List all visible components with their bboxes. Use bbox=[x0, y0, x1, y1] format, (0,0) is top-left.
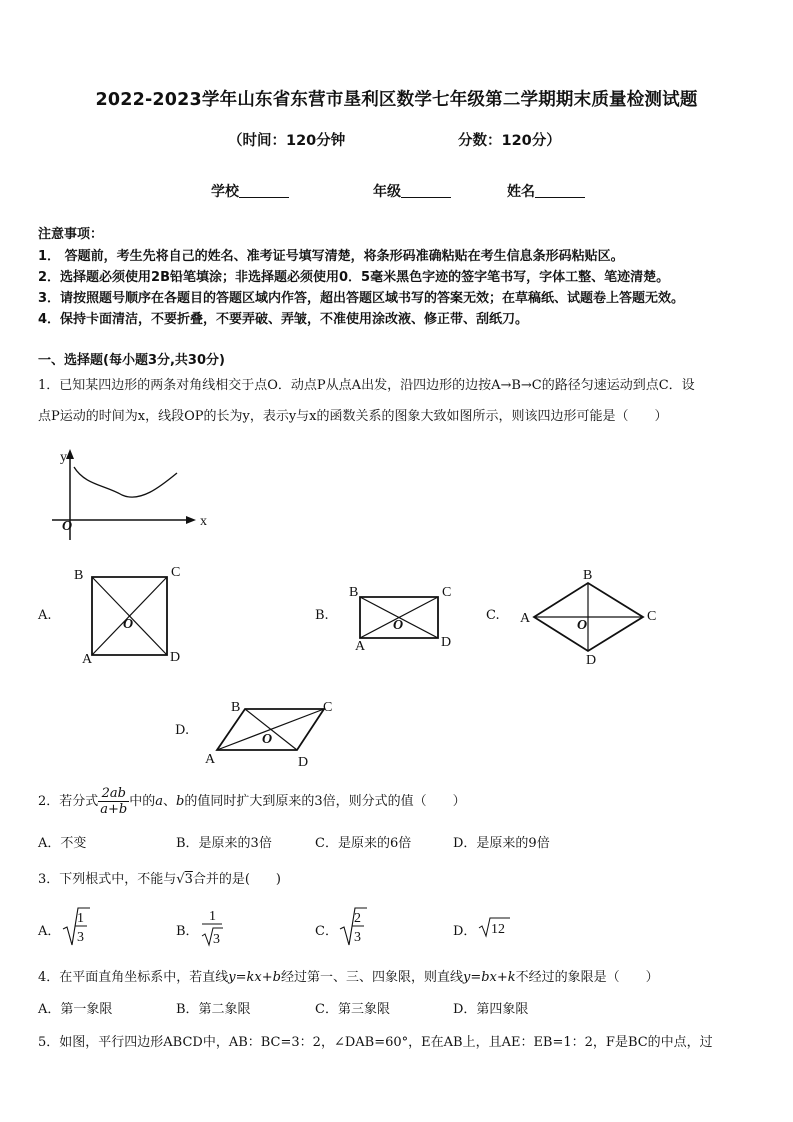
q1-option-c-figure[interactable] bbox=[515, 565, 665, 670]
vertex-label: C bbox=[647, 609, 657, 624]
frac-num: 1 bbox=[77, 911, 84, 926]
grade-field[interactable] bbox=[373, 181, 451, 201]
q5-stem: 5．如图，平行四边形ABCD中，AB：BC=3：2，∠DAB=60°，E在AB上，且AE：EB=1：2，F是BC的中点，过 bbox=[38, 1035, 713, 1050]
graph-x-label: x bbox=[200, 514, 207, 529]
notice-item: 1． 答题前，考生先将自己的姓名、准考证号填写清楚，将条形码准确粘贴在考生信息条形码粘贴区。 bbox=[38, 249, 624, 264]
notice-item: 3．请按照题号顺序在各题目的答题区域内作答，超出答题区域书写的答案无效；在草稿纸、试题卷上答题无效。 bbox=[38, 291, 685, 306]
frac-den: 3 bbox=[77, 930, 84, 945]
q3-option-d-letter[interactable]: D． bbox=[453, 924, 477, 939]
notice-item: 2．选择题必须使用2B铅笔填涂；非选择题必须使用0．5毫米黑色字迹的签字笔书写，字体工整、笔迹清楚。 bbox=[38, 270, 670, 285]
q1-text-line1: 1．已知某四边形的两条对角线相交于点O．动点P从点A出发，沿四边形的边按A→B→C的路径匀速运动到点C．设 bbox=[38, 378, 695, 393]
q2-fraction bbox=[98, 786, 129, 817]
q2-option-d[interactable]: D．是原来的9倍 bbox=[453, 836, 550, 851]
name-field[interactable] bbox=[507, 181, 585, 201]
q1-option-d-letter[interactable]: D. bbox=[175, 723, 190, 738]
vertex-label: A bbox=[82, 652, 93, 667]
exam-score: 分数：120分） bbox=[458, 133, 561, 149]
grade-label: 年级 bbox=[373, 184, 401, 200]
school-blank[interactable] bbox=[239, 183, 289, 198]
vertex-label: B bbox=[74, 568, 84, 583]
vertex-label: B bbox=[583, 568, 593, 583]
q1-option-b-letter[interactable]: B. bbox=[315, 608, 329, 623]
name-label: 姓名 bbox=[507, 184, 535, 200]
q4-suffix: 不经过的象限是（ ） bbox=[515, 970, 659, 985]
school-label: 学校 bbox=[211, 184, 239, 200]
exam-time: （时间：120分钟 bbox=[228, 133, 346, 149]
q4-line2-eq: y=bx+k bbox=[462, 970, 516, 985]
graph-origin-label: O bbox=[62, 519, 73, 534]
frac-den: 3 bbox=[354, 930, 361, 945]
vertex-label: D bbox=[441, 635, 452, 650]
q3-radicand: 3 bbox=[184, 872, 193, 887]
q2-option-b[interactable]: B．是原来的3倍 bbox=[176, 836, 272, 851]
q3-stem bbox=[38, 868, 281, 887]
grade-blank[interactable] bbox=[401, 183, 451, 198]
q3-option-c-expr[interactable] bbox=[339, 905, 369, 950]
frac-den: 3 bbox=[213, 932, 220, 947]
q1-option-a-letter[interactable]: A. bbox=[38, 608, 52, 623]
vertex-label: C bbox=[171, 565, 181, 580]
q4-prefix: 4．在平面直角坐标系中，若直线 bbox=[38, 970, 229, 985]
q2-fraction-numerator: 2ab bbox=[98, 786, 129, 802]
q4-option-d[interactable]: D．第四象限 bbox=[453, 1002, 529, 1017]
q2-prefix: 2．若分式 bbox=[38, 794, 99, 809]
q3-prefix: 3．下列根式中，不能与 bbox=[38, 872, 177, 887]
center-label: O bbox=[393, 618, 404, 633]
q2-stem bbox=[38, 786, 466, 817]
q1-option-b-figure[interactable] bbox=[345, 580, 465, 655]
vertex-label: D bbox=[298, 755, 309, 770]
vertex-label: D bbox=[586, 653, 597, 668]
center-label: O bbox=[262, 732, 273, 747]
q2-mid: 中的 bbox=[129, 794, 156, 809]
q2-var-a: a bbox=[155, 794, 164, 809]
center-label: O bbox=[577, 618, 588, 633]
q1-function-graph bbox=[50, 445, 220, 545]
vertex-label: D bbox=[170, 650, 181, 665]
q4-option-b[interactable]: B．第二象限 bbox=[176, 1002, 251, 1017]
name-blank[interactable] bbox=[535, 183, 585, 198]
school-field[interactable] bbox=[211, 181, 289, 201]
q2-sep: 、 bbox=[163, 794, 177, 809]
notice-item: 4．保持卡面清洁，不要折叠，不要弄破、弄皱，不准使用涂改液、修正带、刮纸刀。 bbox=[38, 312, 529, 327]
section-heading: 一、选择题(每小题3分,共30分) bbox=[38, 353, 225, 368]
vertex-label: A bbox=[520, 611, 531, 626]
q2-var-b: b bbox=[176, 794, 185, 809]
q3-suffix: 合并的是( ) bbox=[192, 872, 282, 887]
vertex-label: C bbox=[442, 585, 452, 600]
radicand: 12 bbox=[491, 922, 505, 937]
q3-option-c-letter[interactable]: C． bbox=[315, 924, 338, 939]
q1-option-d-figure[interactable] bbox=[200, 695, 350, 775]
q4-option-c[interactable]: C．第三象限 bbox=[315, 1002, 390, 1017]
page-title: 2022-2023学年山东省东营市垦利区数学七年级第二学期期末质量检测试题 bbox=[95, 90, 698, 110]
graph-y-label: y bbox=[60, 450, 67, 465]
q3-option-a-letter[interactable]: A． bbox=[38, 924, 61, 939]
vertex-label: B bbox=[349, 585, 359, 600]
q4-mid: 经过第一、三、四象限，则直线 bbox=[280, 970, 463, 985]
vertex-label: B bbox=[231, 700, 241, 715]
frac-num: 2 bbox=[354, 911, 361, 926]
q2-fraction-denominator: a+b bbox=[100, 802, 128, 817]
radical-sign: √ bbox=[176, 872, 185, 887]
vertex-label: C bbox=[323, 700, 333, 715]
vertex-label: A bbox=[205, 752, 216, 767]
center-label: O bbox=[123, 617, 134, 632]
q4-stem bbox=[38, 966, 659, 985]
q4-option-a[interactable]: A．第一象限 bbox=[38, 1002, 113, 1017]
vertex-label: A bbox=[355, 639, 366, 654]
q2-suffix: 的值同时扩大到原来的3倍，则分式的值（ ） bbox=[184, 794, 466, 809]
q1-option-c-letter[interactable]: C. bbox=[486, 608, 500, 623]
q1-text-line2: 点P运动的时间为x，线段OP的长为y，表示y与x的函数关系的图象大致如图所示，则该四边形可能是（ ） bbox=[38, 409, 668, 424]
notice-heading: 注意事项： bbox=[38, 227, 104, 242]
q2-option-a[interactable]: A．不变 bbox=[38, 836, 87, 851]
q3-option-b-letter[interactable]: B． bbox=[176, 924, 199, 939]
q3-option-d-expr[interactable] bbox=[478, 915, 514, 940]
frac-num: 1 bbox=[209, 909, 216, 924]
q3-option-a-expr[interactable] bbox=[62, 905, 92, 950]
q3-option-b-expr[interactable] bbox=[200, 907, 230, 947]
q2-option-c[interactable]: C．是原来的6倍 bbox=[315, 836, 412, 851]
q4-line1-eq: y=kx+b bbox=[228, 970, 281, 985]
q1-option-a-figure[interactable] bbox=[70, 565, 190, 665]
